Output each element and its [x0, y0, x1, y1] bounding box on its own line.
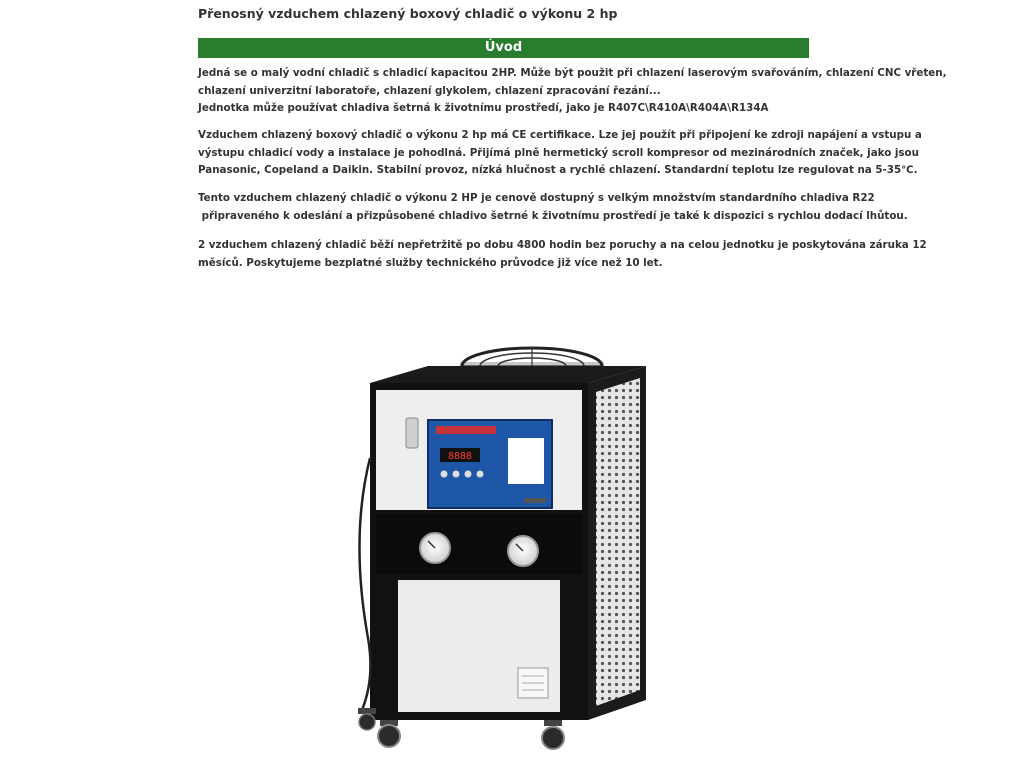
paragraph-intro: [198, 65, 947, 118]
paragraph-line: Vzduchem chlazený boxový chladič o výkonu 2 hp má CE certifikace. Lze jej použít při připojení ke zdroji napájení a vstupu a: [198, 129, 922, 141]
controller-panel: [428, 420, 552, 508]
paragraph-line: Jedná se o malý vodní chladič s chladicí kapacitou 2HP. Může být použit při chlazení laserovým svařováním, chlazení CNC vřeten,: [198, 67, 947, 79]
paragraph-line: výstupu chladicí vody a instalace je pohodlná. Přijímá plně hermetický scroll kompresor od mezinárodních značek, jako jsou: [198, 146, 919, 159]
section-heading-bar: Úvod: [198, 38, 809, 58]
paragraph-line: připraveného k odeslání a přizpůsobené chladivo šetrné k životnímu prostředí je také k dispozici s rychlou dodací lhůtou.: [198, 209, 908, 222]
paragraph-line: chlazení univerzitní laboratoře, chlazení glykolem, chlazení zpracování řezání...: [198, 84, 661, 97]
paragraph-line: měsíců. Poskytujeme bezplatné služby technického průvodce již více než 10 let.: [198, 256, 663, 269]
chiller-illustration: [340, 338, 660, 758]
paragraph-warranty: [198, 237, 927, 272]
paragraph-line: Jednotka může používat chladiva šetrná k životnímu prostředí, jako je R407C\R410A\R404A\R134A: [198, 102, 769, 114]
temperature-display: 8888: [447, 451, 473, 462]
page-title: Přenosný vzduchem chlazený boxový chladič o výkonu 2 hp: [198, 6, 618, 21]
pressure-gauge: [420, 533, 450, 563]
temperature-gauge: [508, 536, 538, 566]
paragraph-line: Panasonic, Copeland a Daikin. Stabilní provoz, nízká hlučnost a rychlé chlazení. Standardní teplotu lze regulovat na 5-35℃.: [198, 164, 918, 176]
paragraph-line: Tento vzduchem chlazený chladič o výkonu 2 HP je cenově dostupný s velkým množstvím standardního chladiva R22: [198, 192, 875, 204]
paragraph-certification: [198, 127, 922, 180]
paragraph-refrigerant: [198, 190, 908, 225]
paragraph-line: 2 vzduchem chlazený chladič běží nepřetržitě po dobu 4800 hodin bez poruchy a na celou jednotku je poskytována záruka 12: [198, 239, 927, 251]
chiller-product-image: [340, 338, 660, 758]
